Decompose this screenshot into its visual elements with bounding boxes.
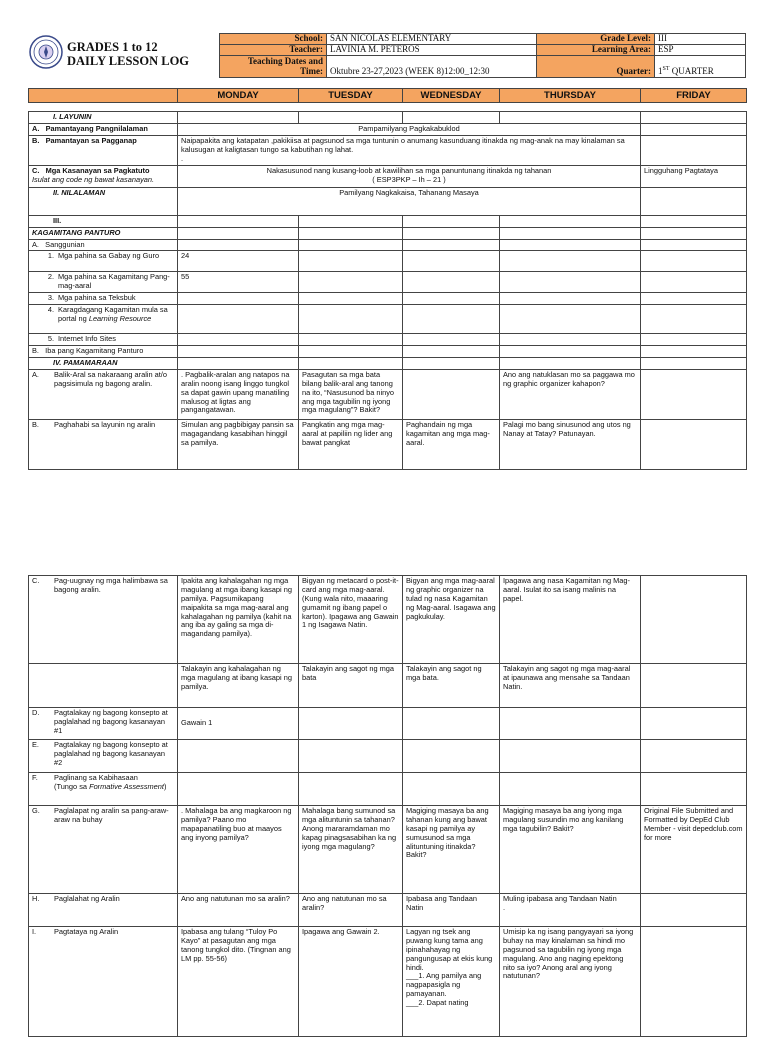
gabay-ng-guro-value: 24	[178, 251, 299, 272]
balik-aral-monday: . Pagbalik-aralan ang natapos na aralin noong isang linggo tungkol sa dapat gawin upang manatiling malusog at ligtas ang pangangatawan.	[178, 369, 299, 419]
grade-label: Grade Level:	[537, 34, 655, 45]
kasanayan-value: Nakasusunod nang kusang-loob at kawilihan sa mga panuntunang itinakda ng tahanan ( ESP3PKP – Ih – 21 )	[178, 165, 641, 187]
day-header-row	[28, 88, 747, 103]
row-sanggunian: A. Sanggunian	[29, 239, 178, 251]
balik-aral-tuesday: Pasagutan sa mga bata bilang balik-aral ang tanong na ito, “Nasusunod ba ninyo ang mga tagubilin ng iyong mga magulang”? Bakit?	[299, 369, 403, 419]
area-value: ESP	[655, 45, 746, 56]
header-info-table	[219, 33, 746, 78]
paghahabi-monday: Simulan ang pagbibigay pansin sa magagandang kasabihan hinggil sa pamilya.	[178, 419, 299, 469]
paglalahat-tuesday: Ano ang natutunan mo sa aralin?	[299, 894, 403, 927]
row-gabay-ng-guro: 1. Mga pahina sa Gabay ng Guro	[29, 251, 178, 272]
section-iii: III.	[29, 215, 178, 227]
section-layunin: I. LAYUNIN	[29, 112, 178, 124]
quarter-label: Quarter:	[537, 56, 655, 78]
paglalapat-monday: . Mahalaga ba ang magkaroon ng pamilya? Paano mo mapapanatiling buo at maayos ang inyong pamilya?	[178, 806, 299, 894]
row-pamantayan-sa-pagganap: B. Pamantayan sa Pagganap	[29, 135, 178, 165]
talakayin-thursday: Talakayin ang sagot ng mga mag-aaral at ipaunawa ang mensahe sa Tandaan Natin.	[500, 664, 641, 708]
section-kagamitang-panturo: KAGAMITANG PANTURO	[29, 227, 178, 239]
title-line-2: DAILY LESSON LOG	[67, 54, 190, 68]
talakayin-wednesday: Talakayin ang sagot ng mga bata.	[403, 664, 500, 708]
talakayin-monday: Talakayin ang kahalagahan ng mga magulang at ibang kasapi ng pamilya.	[178, 664, 299, 708]
paghahabi-tuesday: Pangkatin ang mga mag-aaral at papiliin ng lider ang bawat pangkat	[299, 419, 403, 469]
dates-label: Teaching Dates and Time:	[220, 56, 327, 78]
lesson-table-2	[28, 575, 747, 1037]
row-iba-pang-kagamitan: B. Iba pang Kagamitang Panturo	[29, 346, 178, 358]
pagtataya-thursday: Umisip ka ng isang pangyayari sa iyong buhay na may kinalaman sa hindi mo pagsunod sa tagubilin ng iyong mga magulang. Ano ang naging epektong nito sa iyo? Anong aral ang iyong natutunan?	[500, 927, 641, 1037]
dates-value: Oktubre 23-27,2023 (WEEK 8)12:00_12:30	[327, 56, 537, 78]
pamantayang-pangnilalaman-value: Pampamilyang Pagkakabuklod	[178, 123, 641, 135]
row-paglinang: F. Paglinang sa Kabihasaan (Tungo sa Formative Assessment)	[29, 773, 178, 806]
row-paglalahat: H. Paglalahat ng Aralin	[29, 894, 178, 927]
nilalaman-value: Pamilyang Nagkakaisa, Tahanang Masaya	[178, 187, 641, 215]
pag-uugnay-thursday: Ipagawa ang nasa Kagamitan ng Mag-aaral. Isulat ito sa isang malinis na papel.	[500, 576, 641, 664]
row-teksbuk: 3. Mga pahina sa Teksbuk	[29, 293, 178, 305]
section-nilalaman: II. NILALAMAN	[29, 187, 178, 215]
row-pagtalakay-1: D. Pagtalakay ng bagong konsepto at paglalahad ng bagong kasanayan #1	[29, 708, 178, 740]
row-internet-info-sites: 5. Internet Info Sites	[29, 334, 178, 346]
day-wednesday: WEDNESDAY	[403, 89, 500, 103]
teacher-value: LAVINIA M. PETEROS	[327, 45, 537, 56]
pag-uugnay-tuesday: Bigyan ng metacard o post-it-card ang mga mag-aaral. (Kung wala nito, maaaring gumamit ng ibang papel o karton). Ipagawa ang Gawain 1 ng Isagawa Natin.	[299, 576, 403, 664]
school-value: SAN NICOLAS ELEMENTARY	[327, 34, 537, 45]
section-pamamaraan: IV. PAMAMARAAN	[29, 358, 178, 370]
lesson-table-1	[28, 111, 747, 470]
quarter-value: 1ST QUARTER	[655, 56, 746, 78]
paglalapat-thursday: Magiging masaya ba ang iyong mga magulang susundin mo ang kanilang mga tagubilin? Bakit?	[500, 806, 641, 894]
row-pagtalakay-2: E. Pagtalakay ng bagong konsepto at paglalahad ng bagong kasanayan #2	[29, 740, 178, 773]
day-monday: MONDAY	[178, 89, 299, 103]
paglalapat-wednesday: Magiging masaya ba ang tahanan kung ang bawat kasapi ng pamilya ay sumusunod sa mga alituntuning itinakda? Bakit?	[403, 806, 500, 894]
teacher-label: Teacher:	[220, 45, 327, 56]
school-label: School:	[220, 34, 327, 45]
paglalahat-monday: Ano ang natutunan mo sa aralin?	[178, 894, 299, 927]
day-thursday: THURSDAY	[500, 89, 641, 103]
paghahabi-wednesday: Paghandain ng mga kagamitan ang mga mag-aaral.	[403, 419, 500, 469]
day-friday: FRIDAY	[641, 89, 747, 103]
talakayin-tuesday: Talakayin ang sagot ng mga bata	[299, 664, 403, 708]
row-balik-aral: A. Balik-Aral sa nakaraang aralin at/o pagsisimula ng bagong aralin.	[29, 369, 178, 419]
paglalahat-thursday: Muling ipabasa ang Tandaan Natin .	[500, 894, 641, 927]
row-pag-uugnay: C. Pag-uugnay ng mga halimbawa sa bagong aralin.	[29, 576, 178, 664]
paghahabi-thursday: Palagi mo bang sinusunod ang utos ng Nanay at Tatay? Patunayan.	[500, 419, 641, 469]
row-paghahabi: B. Paghahabi sa layunin ng aralin	[29, 419, 178, 469]
pagtataya-wednesday: Lagyan ng tsek ang puwang kung tama ang ipinahahayag ng pangungusap at ekis kung hindi. ___1. Ang pamilya ang nagpapasigla ng pamayanan. ___2. Dapat nating	[403, 927, 500, 1037]
paglalahat-wednesday: Ipabasa ang Tandaan Natin	[403, 894, 500, 927]
day-tuesday: TUESDAY	[299, 89, 403, 103]
pag-uugnay-monday: Ipakita ang kahalagahan ng mga magulang at mga ibang kasapi ng pamilya. Pagsumikapang maipakita sa mga mag-aaral ang kahalagahan ng pamilya (kahit na ang iba ay galing sa mga di-magandang pamilya).	[178, 576, 299, 664]
kasanayan-friday: Lingguhang Pagtataya	[641, 165, 747, 187]
kagamitang-pang-mag-aaral-value: 55	[178, 272, 299, 293]
pagtataya-tuesday: Ipagawa ang Gawain 2.	[299, 927, 403, 1037]
row-kagamitang-pang-mag-aaral: 2. Mga pahina sa Kagamitang Pang-mag-aaral	[29, 272, 178, 293]
pamantayan-sa-pagganap-value: Naipapakita ang katapatan ,pakikiisa at pagsunod sa mga tuntunin o anumang kasunduang itinakda ng mag-anak na may kinalaman sa kalusugan at kaligtasan tungo sa kabutihan ng lahat. .	[178, 135, 641, 165]
title-line-1: GRADES 1 to 12	[67, 40, 158, 54]
logo-seal	[29, 35, 63, 69]
balik-aral-thursday: Ano ang natuklasan mo sa paggawa mo ng graphic organizer kahapon?	[500, 369, 641, 419]
paglalapat-tuesday: Mahalaga bang sumunod sa mga alituntunin sa tahanan? Anong mararamdaman mo kapag pinagsasabihan ka ng iyong mga magulang?	[299, 806, 403, 894]
row-pagtataya: I. Pagtataya ng Aralin	[29, 927, 178, 1037]
pagtataya-monday: Ipabasa ang tulang “Tuloy Po Kayo” at pasagutan ang mga tanong tungkol dito. (Tingnan ang LM pp. 55-56)	[178, 927, 299, 1037]
paglalapat-friday: Original File Submitted and Formatted by DepEd Club Member - visit depedclub.com for more	[641, 806, 747, 894]
area-label: Learning Area:	[537, 45, 655, 56]
pag-uugnay-wednesday: Bigyan ang mga mag-aaral ng graphic organizer na tulad ng nasa Kagamitan ng Mag-aaral. Isagawa ang pagkukulay.	[403, 576, 500, 664]
log-title	[67, 40, 189, 68]
grade-value: III	[655, 34, 746, 45]
row-pamantayang-pangnilalaman: A. Pamantayang Pangnilalaman	[29, 123, 178, 135]
row-karagdagang-kagamitan: 4. Karagdagang Kagamitan mula sa portal ng Learning Resource	[29, 305, 178, 334]
row-kasanayan-sa-pagkatuto: C. Mga Kasanayan sa Pagkatuto Isulat ang code ng bawat kasanayan.	[29, 165, 178, 187]
day-header-blank	[29, 89, 178, 103]
row-paglalapat: G. Paglalapat ng aralin sa pang-araw-araw na buhay	[29, 806, 178, 894]
pagtalakay-1-monday: Gawain 1	[178, 708, 299, 740]
